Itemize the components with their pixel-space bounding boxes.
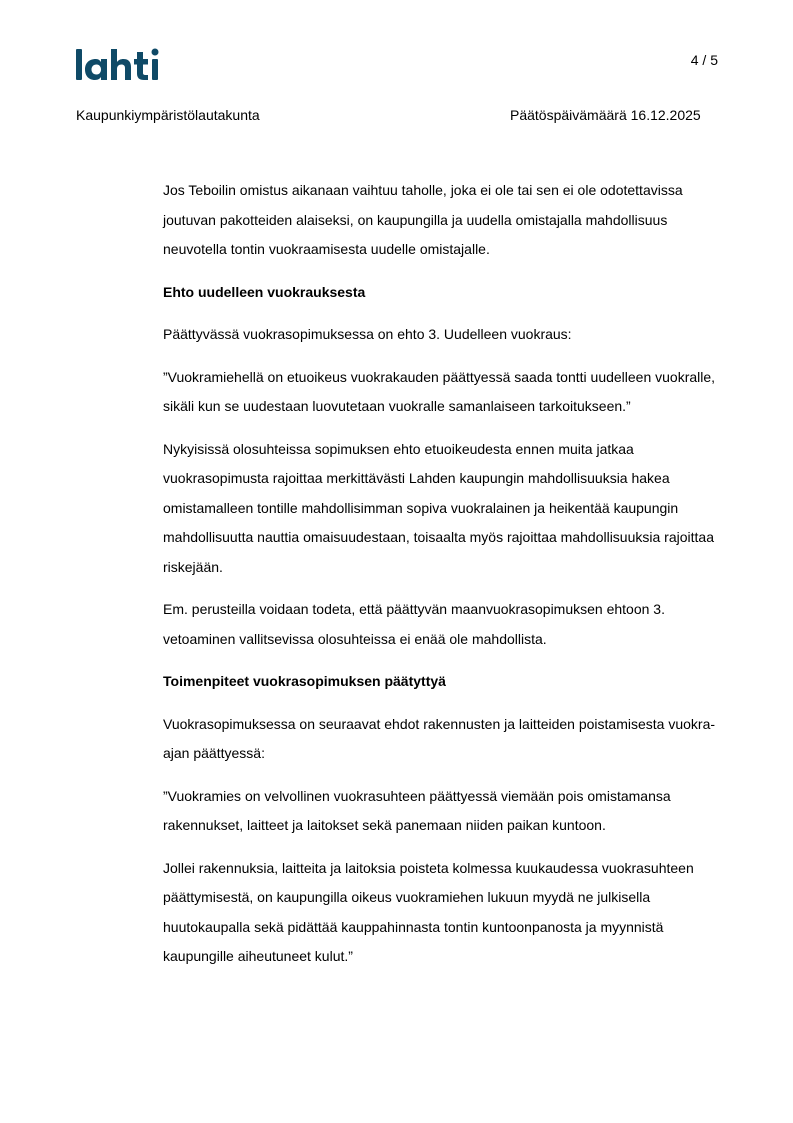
paragraph: Em. perusteilla voidaan todeta, että päättyvän maanvuokrasopimuksen ehtoon 3. vetoaminen vallitsevissa olosuhteissa ei enää ole mahdollista. [163,601,665,647]
page-number: 4 / 5 [690,52,718,68]
lahti-logo-graphic [76,47,168,83]
decision-date: Päätöspäivämäärä 16.12.2025 [510,107,701,123]
quoted-paragraph: ”Vuokramies on velvollinen vuokrasuhteen päättyessä viemään pois omistamansa rakennukset, laitteet ja laitokset sekä panemaan niiden paikan kuntoon. [163,787,671,833]
paragraph: Vuokrasopimuksessa on seuraavat ehdot rakennusten ja laitteiden poistamisesta vuokra-ajan päättyessä: [163,715,716,761]
document-body [163,176,723,985]
quoted-paragraph: Jollei rakennuksia, laitteita ja laitoksia poisteta kolmessa kuukaudessa vuokrasuhteen päättymisestä, on kaupungilla oikeus vuokramiehen lukuun myydä ne julkisella huutokaupalla sekä pidättää kauppahinnasta tontin kuntoonpanosta ja myynnistä kaupungille aiheutuneet kulut.” [163,859,694,964]
section-heading: Ehto uudelleen vuokrauksesta [163,283,366,300]
paragraph: Nykyisissä olosuhteissa sopimuksen ehto etuoikeudesta ennen muita jatkaa vuokrasopimusta rajoittaa merkittävästi Lahden kaupungin mahdollisuuksia hakea omistamalleen tontille mahdollisimman sopiva vuokralainen ja heikentää kaupungin mahdollisuutta nauttia omaisuudestaan, toisaalta myös rajoittaa mahdollisuuksia rajoittaa riskejään. [163,440,714,575]
paragraph: Jos Teboilin omistus aikanaan vaihtuu taholle, joka ei ole tai sen ei ole odotettavissa joutuvan pakotteiden alaiseksi, on kaupungilla ja uudella omistajalla mahdollisuus neuvotella tontin vuokraamisesta uudelle omistajalle. [163,182,683,257]
quoted-paragraph: ”Vuokramiehellä on etuoikeus vuokrakauden päättyessä saada tontti uudelleen vuokralle, sikäli kun se uudestaan luovutetaan vuokralle samanlaiseen tarkoitukseen.” [163,368,716,414]
lahti-logo [76,47,168,83]
paragraph: Päättyvässä vuokrasopimuksessa on ehto 3. Uudelleen vuokraus: [163,326,572,342]
section-heading: Toimenpiteet vuokrasopimuksen päätyttyä [163,673,446,689]
committee-name: Kaupunkiympäristölautakunta [76,107,260,123]
